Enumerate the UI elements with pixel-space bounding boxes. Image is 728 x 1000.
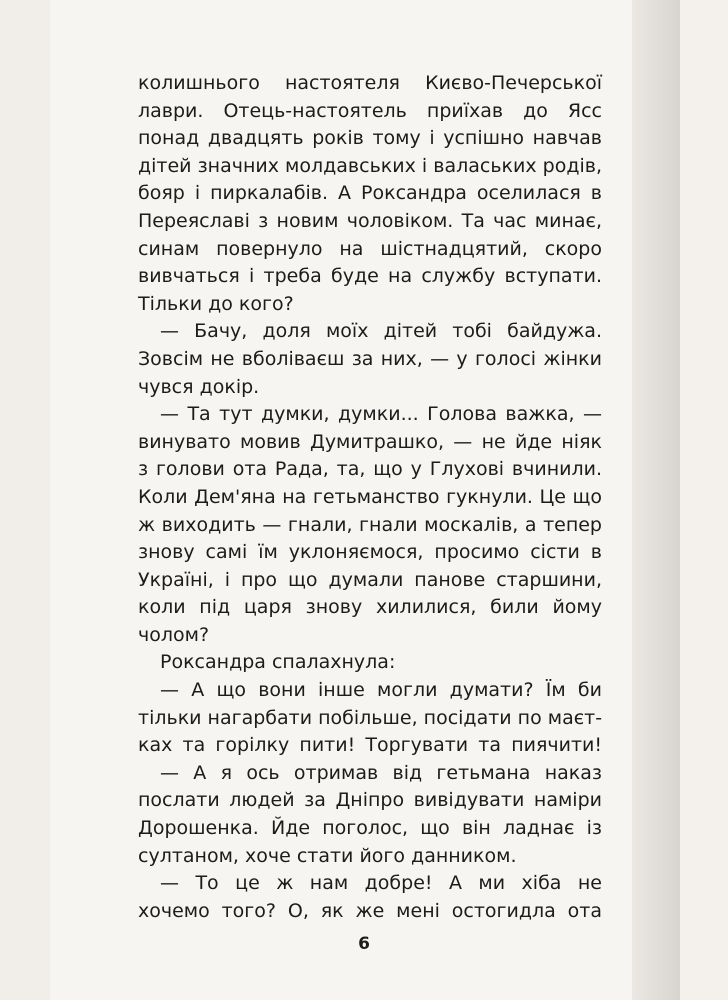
body-text — [138, 70, 602, 925]
text-line: з голови ота Рада, та, що у Глухові вчинили. — [138, 458, 602, 481]
left-gutter — [0, 0, 50, 1000]
text-line: — А я ось отримав від гетьмана наказ — [160, 761, 602, 784]
text-line: синам повернуло на шістнадцятий, скоро — [138, 237, 602, 260]
text-line: хочемо того? О, як же мені остогидла ота — [138, 899, 602, 922]
text-line: вивчаться і треба буде на службу вступати. — [138, 265, 602, 288]
text-line: — Бачу, доля моїх дітей тобі байдужа. — [160, 320, 602, 343]
text-line: дітей значних молдавських і валаських родів, — [138, 154, 602, 177]
text-line: Зовсім не вболіваєш за них, — у голосі жінки — [138, 347, 602, 370]
text-line: — А що вони інше могли думати? Їм би — [160, 679, 602, 702]
text-line: чолом? — [138, 623, 210, 646]
text-line: Україні, і про що думали панове старшини, — [138, 568, 602, 591]
page-number: 6 — [358, 934, 370, 954]
text-line: Переяславі з новим чоловіком. Та час минає, — [138, 209, 602, 232]
text-line: бояр і пиркалабів. А Роксандра оселилася в — [138, 182, 602, 205]
text-line: колишнього настоятеля Києво-Печерської — [138, 72, 602, 94]
text-line: Роксандра спалахнула: — [160, 651, 396, 674]
text-line: коли під царя знову хилилися, били йому — [138, 596, 602, 619]
text-line: послати людей за Дніпро вивідувати наміри — [138, 789, 602, 812]
text-line: ж виходить — гнали, гнали москалів, а тепер — [138, 513, 602, 536]
text-line: Коли Дем'яна на гетьманство гукнули. Це що — [138, 485, 602, 508]
text-line: тільки нагарбати побільше, посідати по маєт- — [138, 706, 603, 729]
text-line: — То це ж нам добре! А ми хіба не — [160, 872, 602, 895]
text-line: — Та тут думки, думки... Голова важка, — — [160, 403, 602, 426]
page-edge-shadow — [632, 0, 680, 1000]
text-line: понад двадцять років тому і успішно навчав — [138, 127, 602, 150]
text-line: султаном, хоче стати його данником. — [138, 844, 517, 867]
text-line: ках та горілку пити! Торгувати та пиячити! — [138, 734, 602, 757]
text-line: винувато мовив Думитрашко, — не йде ніяк — [138, 430, 602, 453]
text-line: Дорошенка. Йде поголос, що він ладнає із — [138, 817, 602, 840]
text-line: чувся докір. — [138, 375, 260, 398]
text-line: лаври. Отець-настоятель приїхав до Ясс — [138, 99, 602, 122]
text-line: Тільки до кого? — [138, 292, 294, 315]
text-line: знову самі їм уклоняємося, просимо сісти в — [138, 541, 602, 564]
